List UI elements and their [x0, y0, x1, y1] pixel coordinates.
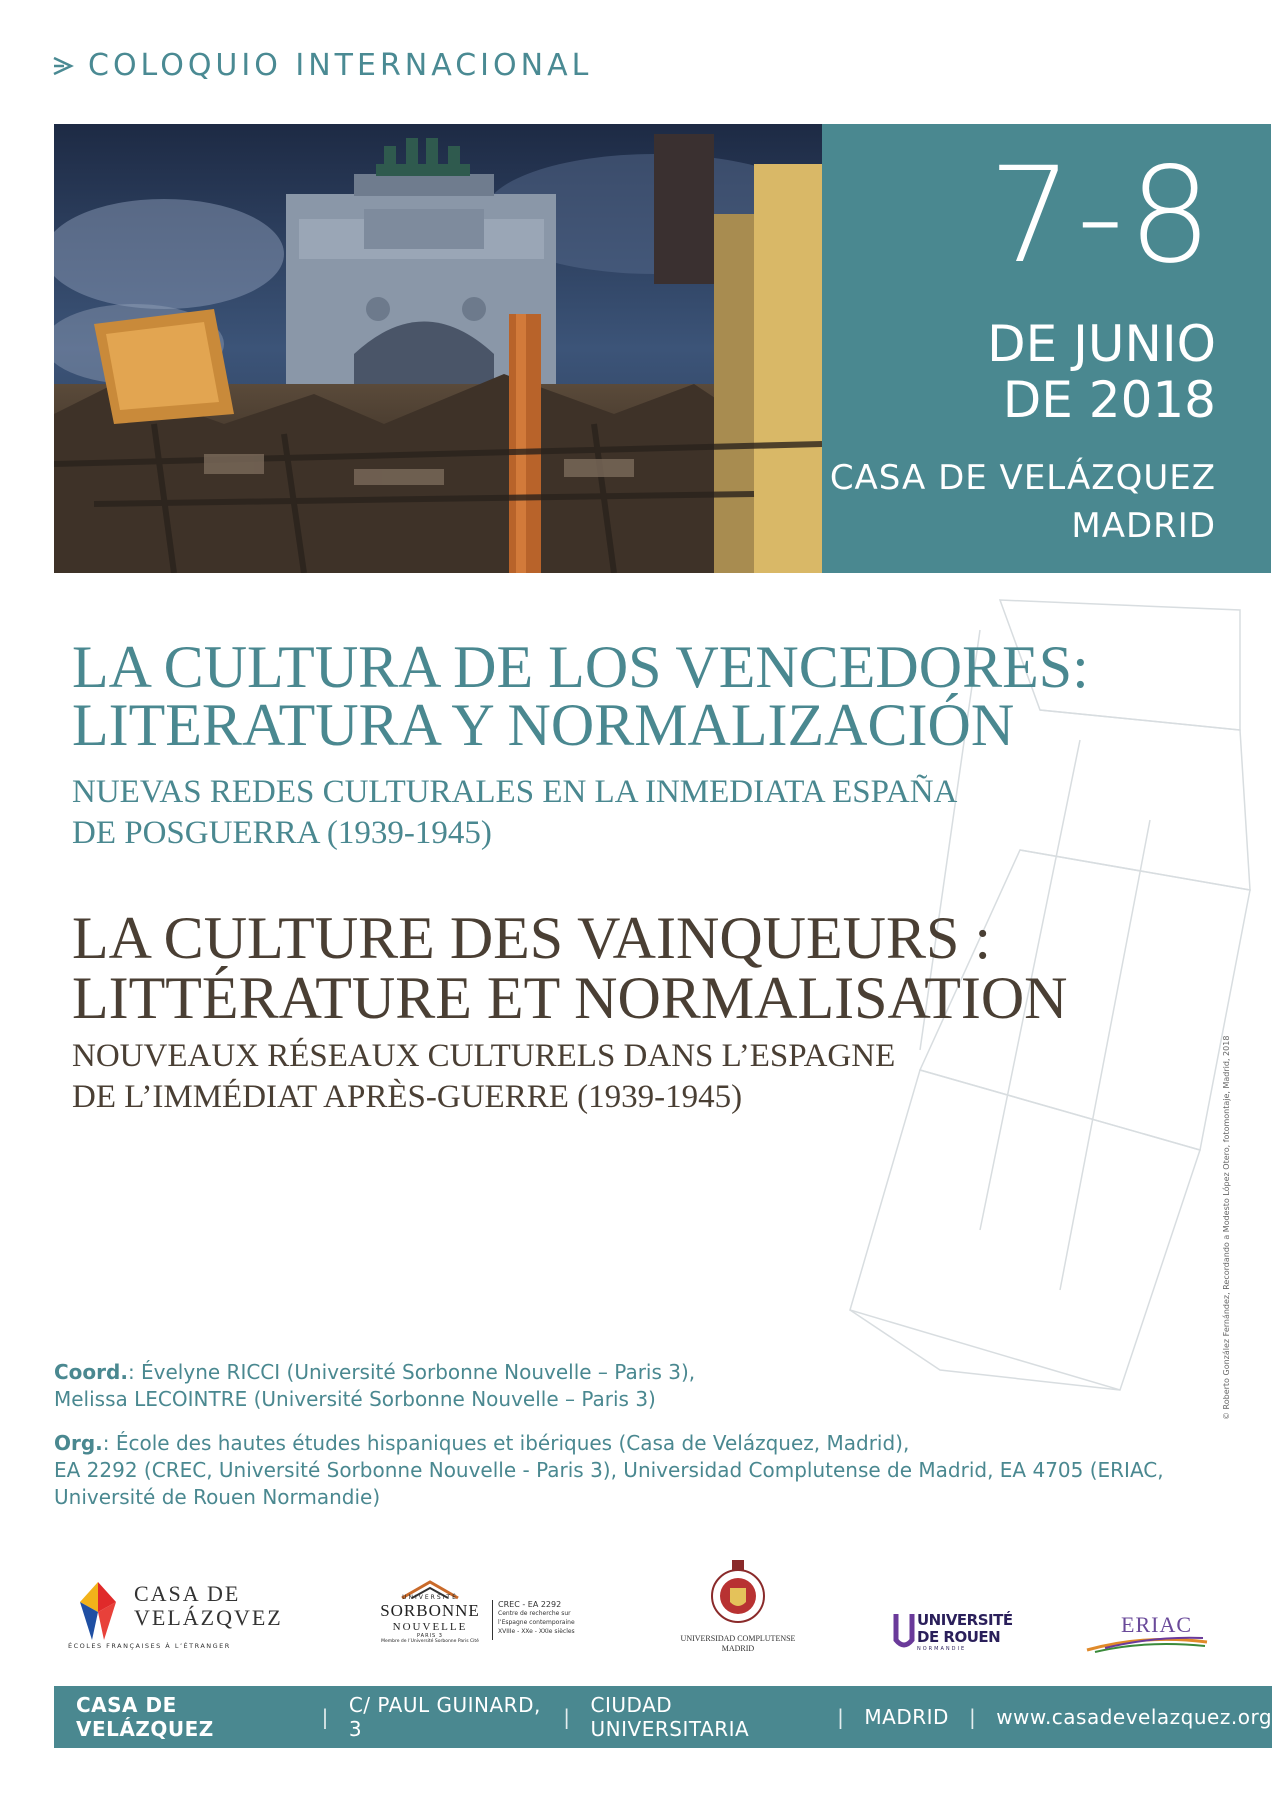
footer-separator: |	[321, 1705, 329, 1729]
spanish-title-line: LITERATURA Y NORMALIZACIÓN	[72, 692, 1015, 758]
french-subtitle-line: DE L’IMMÉDIAT APRÈS-GUERRE (1939-1945)	[72, 1079, 743, 1115]
casa-de-velazquez-logo	[68, 1578, 288, 1658]
sorbonne-logo-line: PARIS 3	[416, 1633, 443, 1639]
organizers-block	[54, 1430, 1164, 1511]
event-venue	[830, 454, 1216, 550]
event-type-kicker	[52, 48, 592, 83]
venue-city: MADRID	[1071, 506, 1216, 546]
spanish-subtitle	[72, 772, 957, 854]
org-label: Org.	[54, 1431, 103, 1455]
arrow-icon	[52, 56, 74, 76]
spanish-subtitle-line: DE POSGUERRA (1939-1945)	[72, 815, 492, 851]
coord-text: Melissa LECOINTRE (Université Sorbonne Nouvelle – Paris 3)	[54, 1387, 656, 1411]
crec-logo-line: l’Espagne contemporaine	[498, 1619, 575, 1626]
eriac-logo	[1085, 1612, 1210, 1656]
sorbonne-logo-line: NOUVELLE	[392, 1621, 468, 1633]
coord-label: Coord.	[54, 1360, 128, 1384]
french-title	[72, 905, 1068, 1031]
french-title-line: LA CULTURE DES VAINQUEURS :	[72, 905, 992, 971]
crec-logo-line: XVIIIe - XXe - XXIe siècles	[498, 1628, 575, 1635]
crec-logo-line: Centre de recherche sur	[498, 1610, 571, 1617]
month-line: DE JUNIO	[987, 315, 1216, 373]
footer-institution: CASA DE VELÁZQUEZ	[76, 1693, 214, 1741]
org-text: Université de Rouen Normandie)	[54, 1485, 381, 1509]
footer-separator: |	[968, 1705, 977, 1729]
french-title-line: LITTÉRATURE ET NORMALISATION	[72, 965, 1068, 1031]
eriac-logo-text: ERIAC	[1121, 1612, 1192, 1637]
rouen-logo-line: NORMANDIE	[917, 1646, 967, 1652]
kicker-text: COLOQUIO INTERNACIONAL	[88, 48, 593, 83]
sorbonne-logo-line: Membre de l’Université Sorbonne Paris Cité	[381, 1639, 479, 1644]
universite-de-rouen-logo	[893, 1610, 1013, 1658]
sorbonne-logo-line: UNIVERSITÉ	[402, 1594, 458, 1601]
footer-separator: |	[563, 1705, 571, 1729]
year-line: DE 2018	[1002, 371, 1216, 429]
rouen-logo-line: DE ROUEN	[917, 1628, 1001, 1646]
event-month-year	[987, 316, 1216, 428]
french-subtitle	[72, 1036, 895, 1118]
crec-logo-line: CREC - EA 2292	[498, 1600, 562, 1609]
ucm-logo-line: UNIVERSIDAD COMPLUTENSE	[680, 1634, 796, 1643]
coord-text: : Évelyne RICCI (Université Sorbonne Nouvelle – Paris 3),	[127, 1360, 696, 1384]
universidad-complutense-logo	[668, 1558, 808, 1658]
venue-name: CASA DE VELÁZQUEZ	[829, 458, 1216, 498]
spanish-title-line: LA CULTURA DE LOS VENCEDORES:	[72, 634, 1089, 700]
footer-website-link[interactable]: www.casadevelazquez.org	[996, 1705, 1273, 1729]
sorbonne-logo-line: SORBONNE	[380, 1601, 480, 1620]
photo-credit: © Roberto González Fernández, Recordando a Modesto López Otero, fotomontaje, Madrid, 2018	[1222, 1035, 1231, 1420]
rouen-logo-line: UNIVERSITÉ	[917, 1611, 1013, 1629]
spanish-title	[72, 634, 1089, 758]
ucm-logo-line: MADRID	[721, 1644, 755, 1653]
coordinators-block	[54, 1359, 695, 1413]
footer-separator: |	[837, 1705, 845, 1729]
footer-address: C/ PAUL GUINARD, 3	[348, 1693, 541, 1741]
casa-logo-line: VELÁZQVEZ	[134, 1605, 283, 1630]
org-text: : École des hautes études hispaniques et ibériques (Casa de Velázquez, Madrid),	[102, 1431, 910, 1455]
event-days: 7-8	[988, 139, 1216, 293]
date-venue-panel	[822, 124, 1271, 573]
casa-logo-line: CASA DE	[134, 1581, 241, 1606]
org-text: EA 2292 (CREC, Université Sorbonne Nouvelle - Paris 3), Universidad Complutense de Madrid, EA 4705 (ERIAC,	[54, 1458, 1164, 1482]
sorbonne-nouvelle-logo	[372, 1578, 582, 1658]
footer-campus: CIUDAD UNIVERSITARIA	[590, 1693, 750, 1741]
footer-bar	[54, 1686, 1272, 1748]
casa-logo-tagline: ÉCOLES FRANÇAISES À L’ÉTRANGER	[68, 1642, 231, 1650]
french-subtitle-line: NOUVEAUX RÉSEAUX CULTURELS DANS L’ESPAGNE	[72, 1038, 896, 1074]
hero-photo	[54, 124, 822, 573]
spanish-subtitle-line: NUEVAS REDES CULTURALES EN LA INMEDIATA ESPAÑA	[72, 774, 958, 810]
footer-city: MADRID	[864, 1705, 949, 1729]
